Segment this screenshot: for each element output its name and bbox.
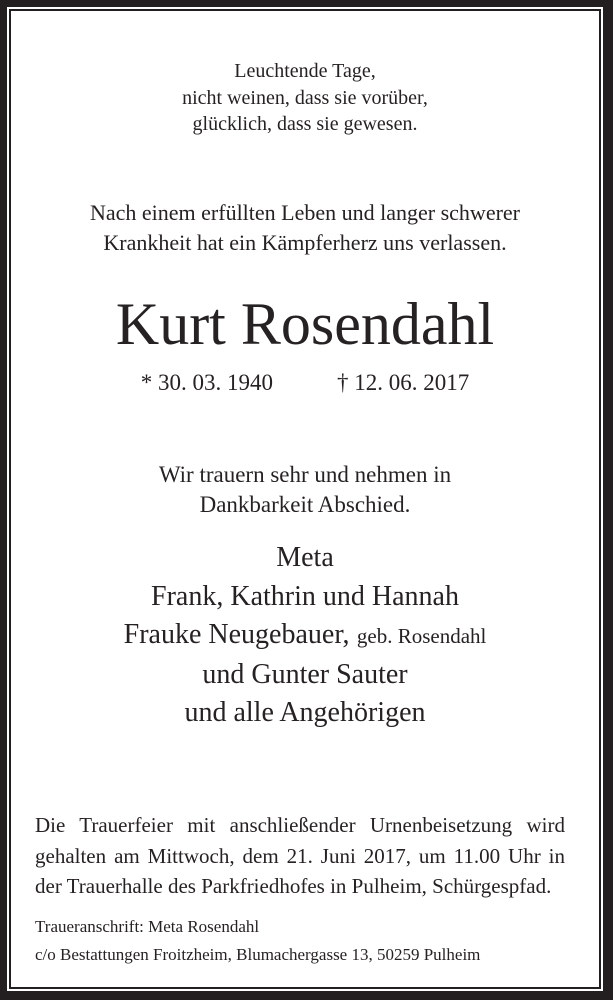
epigraph-line: glücklich, dass sie gewesen. — [192, 113, 418, 135]
deceased-name: Kurt Rosendahl — [115, 291, 495, 357]
condolence-address — [35, 913, 583, 969]
birth-date-entry — [141, 368, 273, 398]
notice-sheet — [7, 7, 603, 991]
condolence-address-line: c/o Bestattungen Froitzheim, Blumachergasse 13, 50259 Pulheim — [35, 945, 481, 964]
birth-star-symbol: * — [140, 370, 153, 395]
notice-content — [7, 7, 603, 991]
intro-line: Krankheit hat ein Kämpferherz uns verlassen. — [103, 230, 507, 255]
epigraph-line: nicht weinen, dass sie vorüber, — [182, 86, 428, 109]
funeral-details-paragraph: Die Trauerfeier mit anschließender Urnenbeisetzung wird gehalten am Mittwoch, dem 21. Juni 2017, um 11.00 Uhr in der Trauerhalle des Parkfriedhofes in Pulheim, Schürgespfad. — [35, 813, 565, 898]
family-line: und alle Angehörigen — [184, 697, 426, 728]
family-line: Frank, Kathrin und Hannah — [151, 580, 459, 612]
mourning-line: Dankbarkeit Abschied. — [199, 492, 411, 517]
death-dagger-symbol: † — [337, 370, 349, 395]
intro-line: Nach einem erfüllten Leben und langer schwerer — [89, 200, 521, 225]
death-date-entry — [337, 368, 469, 398]
intro-paragraph — [7, 198, 603, 258]
family-names — [7, 539, 603, 733]
mourning-statement — [7, 460, 603, 520]
family-line — [7, 616, 603, 656]
birth-date: 30. 03. 1940 — [158, 370, 273, 395]
epigraph-verse — [7, 58, 603, 138]
maiden-name-suffix: geb. Rosendahl — [356, 624, 487, 648]
family-line: und Gunter Sauter — [202, 658, 408, 690]
epigraph-line: Leuchtende Tage, — [234, 60, 376, 82]
condolence-address-line: Traueranschrift: Meta Rosendahl — [35, 917, 260, 936]
family-member-name: Frauke Neugebauer, — [123, 619, 350, 650]
mourning-line: Wir trauern sehr und nehmen in — [158, 462, 452, 487]
family-line: Meta — [276, 542, 334, 573]
life-dates — [7, 368, 603, 398]
death-date: 12. 06. 2017 — [354, 370, 470, 395]
